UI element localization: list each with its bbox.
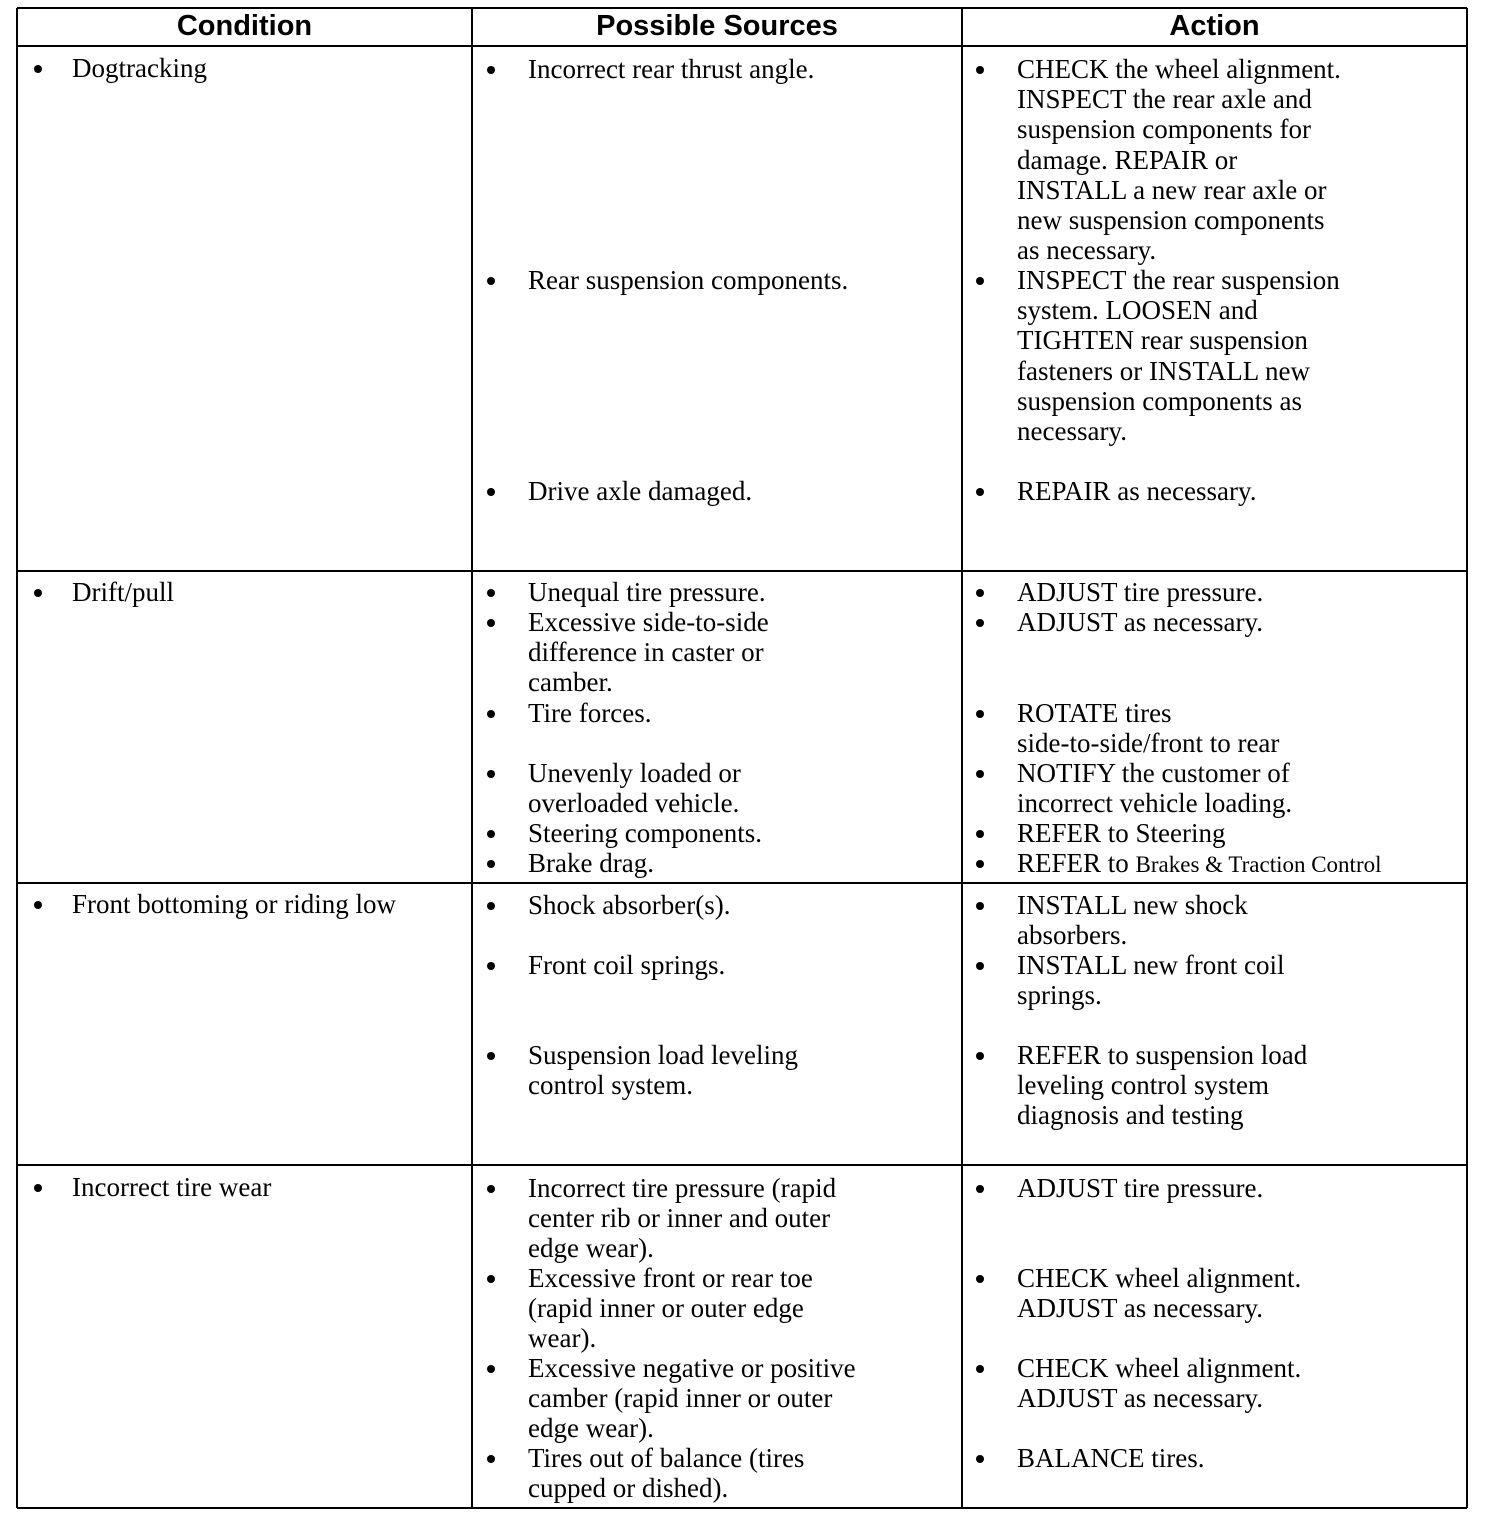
condition-cell: Dogtracking (72, 53, 207, 83)
bullet-icon (976, 1275, 984, 1283)
bullet-icon (976, 860, 984, 868)
header-action: Action (1169, 10, 1260, 42)
source-item: Excessive front or rear toe (rapid inner or outer edge wear). (528, 1263, 813, 1354)
source-item: Unequal tire pressure. (528, 577, 766, 607)
bullet-icon (487, 1052, 495, 1060)
action-item: CHECK the wheel alignment. INSPECT the rear axle and suspension components for damage. REPAIR or INSTALL a new rear axle or new suspension components as necessary. (1017, 54, 1341, 266)
source-item: Steering components. (528, 818, 762, 848)
source-item: Tire forces. (528, 698, 652, 728)
action-item: REPAIR as necessary. (1017, 476, 1257, 506)
bullet-icon (976, 66, 984, 74)
source-item: Excessive side-to-side difference in caster or camber. (528, 607, 769, 698)
bullet-icon (487, 66, 495, 74)
bullet-icon (34, 589, 42, 597)
source-item: Tires out of balance (tires cupped or dished). (528, 1443, 805, 1504)
condition-cell: Drift/pull (72, 577, 174, 607)
bullet-icon (487, 710, 495, 718)
bullet-icon (487, 962, 495, 970)
bullet-icon (976, 1455, 984, 1463)
action-item: INSTALL new shock absorbers. (1017, 890, 1248, 951)
header-condition: Condition (176, 10, 313, 42)
bullet-icon (487, 1365, 495, 1373)
action-item: ADJUST tire pressure. (1017, 577, 1264, 607)
bullet-icon (976, 589, 984, 597)
bullet-icon (487, 830, 495, 838)
source-item: Incorrect tire pressure (rapid center rib or inner and outer edge wear). (528, 1173, 837, 1264)
bullet-icon (976, 830, 984, 838)
source-item: Front coil springs. (528, 950, 726, 980)
source-item: Brake drag. (528, 848, 654, 878)
action-item: ADJUST tire pressure. (1017, 1173, 1264, 1203)
action-item: CHECK wheel alignment. ADJUST as necessary. (1017, 1263, 1302, 1324)
bullet-icon (34, 65, 42, 73)
condition-cell: Incorrect tire wear (72, 1172, 272, 1202)
bullet-icon (487, 770, 495, 778)
condition-cell: Front bottoming or riding low (72, 889, 396, 919)
bullet-icon (976, 488, 984, 496)
source-item: Excessive negative or positive camber (rapid inner or outer edge wear). (528, 1353, 856, 1444)
source-item: Incorrect rear thrust angle. (528, 54, 815, 84)
bullet-icon (976, 1365, 984, 1373)
bullet-icon (976, 1185, 984, 1193)
bullet-icon (976, 1052, 984, 1060)
bullet-icon (34, 1184, 42, 1192)
source-item: Rear suspension components. (528, 265, 849, 295)
action-item: REFER to Brakes & Traction Control (1017, 848, 1382, 878)
bullet-icon (487, 619, 495, 627)
bullet-icon (976, 770, 984, 778)
source-item: Drive axle damaged. (528, 476, 753, 506)
action-item: REFER to suspension load leveling control system diagnosis and testing (1017, 1040, 1308, 1131)
bullet-icon (976, 619, 984, 627)
action-item: ADJUST as necessary. (1017, 607, 1263, 637)
bullet-icon (487, 589, 495, 597)
bullet-icon (487, 902, 495, 910)
bullet-icon (487, 860, 495, 868)
header-possible-sources: Possible Sources (596, 10, 838, 42)
bullet-icon (976, 277, 984, 285)
source-item: Shock absorber(s). (528, 890, 731, 920)
action-item: CHECK wheel alignment. ADJUST as necessary. (1017, 1353, 1302, 1414)
action-item: INSPECT the rear suspension system. LOOSEN and TIGHTEN rear suspension fasteners or INSTALL new suspension components as necessary. (1017, 265, 1340, 447)
action-item: INSTALL new front coil springs. (1017, 950, 1285, 1011)
bullet-icon (487, 277, 495, 285)
action-item: NOTIFY the customer of incorrect vehicle loading. (1017, 758, 1293, 819)
bullet-icon (976, 962, 984, 970)
source-item: Unevenly loaded or overloaded vehicle. (528, 758, 741, 819)
action-item: REFER to Steering (1017, 818, 1226, 848)
bullet-icon (487, 1275, 495, 1283)
bullet-icon (487, 1455, 495, 1463)
bullet-icon (487, 488, 495, 496)
bullet-icon (976, 902, 984, 910)
bullet-icon (34, 901, 42, 909)
source-item: Suspension load leveling control system. (528, 1040, 798, 1101)
bullet-icon (976, 710, 984, 718)
action-item: ROTATE tires side-to-side/front to rear (1017, 698, 1280, 759)
bullet-icon (487, 1185, 495, 1193)
action-item: BALANCE tires. (1017, 1443, 1205, 1473)
